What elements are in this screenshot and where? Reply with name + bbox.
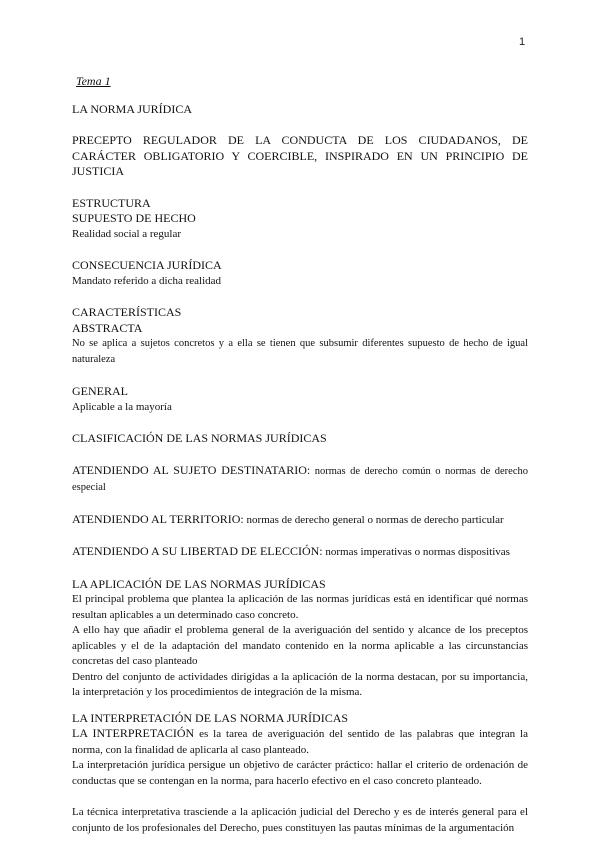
interpretacion-def [72, 726, 528, 758]
aplicacion-p1: El principal problema que plantea la aplicación de las normas jurídicas está en identificar qué normas resultan aplicables a un determinado caso concreto. [72, 593, 528, 621]
territorio-text: normas de derecho general o normas de derecho particular [243, 513, 504, 526]
estructura-heading: ESTRUCTURA [72, 195, 151, 210]
spacer [72, 528, 528, 544]
aplicacion-p3: Dentro del conjunto de actividades dirigidas a la aplicación de la norma destacan, por su importancia, la interpretación y los procedimientos de integración de la misma. [72, 670, 528, 698]
definition: PRECEPTO REGULADOR DE LA CONDUCTA DE LOS CIUDADANOS, DE CARÁCTER OBLIGATORIO Y COERCIBLE, INSPIRADO EN UN PRINCIPIO DE JUSTICIA [72, 133, 528, 178]
abstracta-heading: ABSTRACTA [72, 320, 143, 335]
supuesto-heading: SUPUESTO DE HECHO [72, 211, 196, 225]
caracteristicas-heading: CARACTERÍSTICAS [72, 305, 182, 319]
page-title: LA NORMA JURÍDICA [72, 101, 193, 116]
page-number: 1 [519, 36, 526, 48]
spacer [72, 242, 528, 258]
spacer [72, 117, 528, 133]
abstracta-text: No se aplica a sujetos concretos y a ella se tienen que subsumir diferentes supuesto de hecho de igual naturaleza [72, 338, 528, 365]
interpretacion-p3: La técnica interpretativa trasciende a la aplicación judicial del Derecho y es de interés general para el conjunto de los profesionales del Derecho, pues constituyen las pautas mínimas de la argumentación [72, 806, 528, 834]
consecuencia-heading: CONSECUENCIA JURÍDICA [72, 258, 222, 272]
spacer [72, 496, 528, 512]
clasificacion-heading: CLASIFICACIÓN DE LAS NORMAS JURÍDICAS [72, 431, 327, 445]
spacer [72, 180, 528, 196]
spacer [72, 415, 528, 431]
clasificacion-territorio [72, 512, 528, 529]
spacer [72, 368, 528, 384]
sujeto-label: ATENDIENDO AL SUJETO DESTINATARIO: [72, 462, 311, 477]
spacer [72, 789, 528, 805]
document-body [72, 74, 528, 836]
interpretacion-term: LA INTERPRETACIÓN [72, 726, 195, 740]
libertad-text: normas imperativas o normas dispositivas [322, 546, 510, 558]
spacer [72, 561, 528, 577]
aplicacion-p2: A ello hay que añadir el problema general de la averiguación del sentido y alcance de los preceptos aplicables y el de la adaptación del mandato contenido en la norma aplicable a las circunstancias concretas del caso planteado [72, 624, 528, 667]
consecuencia-text: Mandato referido a dicha realidad [72, 274, 222, 287]
general-heading: GENERAL [72, 384, 128, 398]
territorio-label: ATENDIENDO AL TERRITORIO: [72, 511, 244, 526]
spacer [72, 447, 528, 463]
supuesto-text: Realidad social a regular [72, 227, 182, 240]
spacer [72, 701, 528, 711]
interpretacion-p2: La interpretación jurídica persigue un objetivo de carácter práctico: hallar el criterio de ordenación de conductas que se contengan en la norma, para hacerlo efectivo en el caso concreto planteado. [72, 759, 528, 787]
clasificacion-libertad [72, 544, 528, 561]
libertad-label: ATENDIENDO A SU LIBERTAD DE ELECCIÓN: [72, 544, 323, 558]
sujeto-text: normas de derecho común o normas de derecho especial [72, 465, 528, 493]
interpretacion-def-text: es la tarea de averiguación del sentido de las palabras que integran la norma, con la finalidad de aplicarla al caso planteado. [72, 728, 528, 756]
spacer [72, 289, 528, 305]
tema-label: Tema 1 [76, 74, 111, 88]
general-text: Aplicable a la mayoría [72, 400, 172, 413]
interpretacion-heading: LA INTERPRETACIÓN DE LAS NORMA JURÍDICAS [72, 710, 349, 725]
aplicacion-heading: LA APLICACIÓN DE LAS NORMAS JURÍDICAS [72, 576, 326, 591]
clasificacion-sujeto [72, 463, 528, 496]
